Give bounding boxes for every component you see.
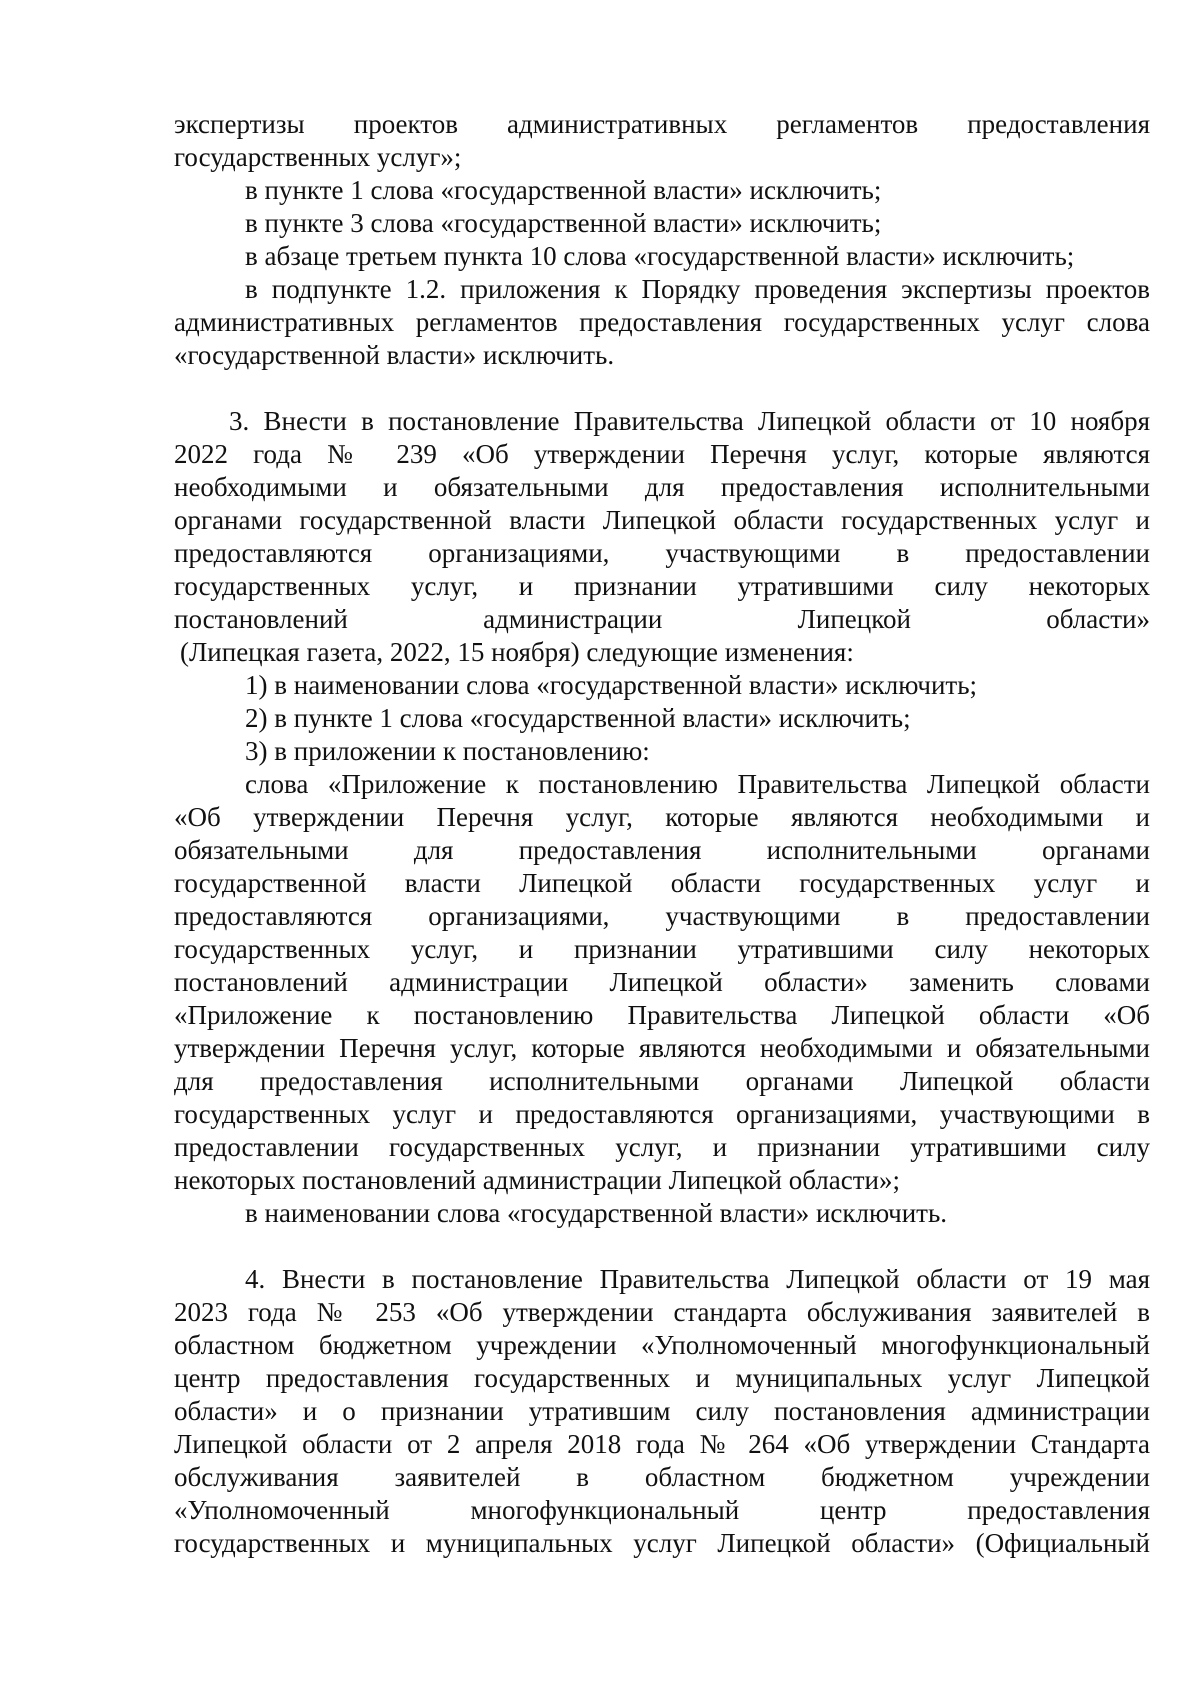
text-line: необходимыми и обязательными для предоставления исполнительными — [174, 472, 1150, 502]
text-line: 3. Внести в постановление Правительства Липецкой области от 10 ноября — [229, 406, 1150, 436]
text-line: 2023 года № 253 «Об утверждении стандарта обслуживания заявителей в — [174, 1297, 1150, 1327]
paragraph-gap — [174, 1230, 1150, 1263]
text-block-1 — [174, 108, 1150, 1560]
text-line: государственных услуг, и признании утратившими силу некоторых — [174, 571, 1150, 601]
text-line: слова «Приложение к постановлению Правительства Липецкой области — [245, 769, 1150, 799]
text-line: постановлений администрации Липецкой области» — [174, 604, 1150, 634]
text-line: государственных услуг»; — [174, 142, 462, 172]
text-line: центр предоставления государственных и муниципальных услуг Липецкой — [174, 1363, 1150, 1393]
text-line: государственных и муниципальных услуг Липецкой области» (Официальный — [174, 1528, 1150, 1558]
text-line: «Уполномоченный многофункциональный центр предоставления — [174, 1495, 1150, 1525]
text-line: в пункте 1 слова «государственной власти» исключить; — [245, 175, 882, 205]
text-line: для предоставления исполнительными органами Липецкой области — [174, 1066, 1150, 1096]
text-line: органами государственной власти Липецкой области государственных услуг и — [174, 505, 1150, 535]
text-line: утверждении Перечня услуг, которые являются необходимыми и обязательными — [174, 1033, 1150, 1063]
text-line: предоставляются организациями, участвующими в предоставлении — [174, 538, 1150, 568]
text-line: обязательными для предоставления исполнительными органами — [174, 835, 1150, 865]
text-line: экспертизы проектов административных регламентов предоставления — [174, 109, 1150, 139]
text-line: в абзаце третьем пункта 10 слова «государственной власти» исключить; — [245, 241, 1075, 271]
text-line: области» и о признании утратившим силу постановления администрации — [174, 1396, 1150, 1426]
text-line: постановлений администрации Липецкой области» заменить словами — [174, 967, 1150, 997]
text-line: в наименовании слова «государственной власти» исключить. — [245, 1198, 948, 1228]
text-line: государственных услуг, и признании утратившими силу некоторых — [174, 934, 1150, 964]
text-line: 4. Внести в постановление Правительства Липецкой области от 19 мая — [245, 1264, 1150, 1294]
text-line: 2) в пункте 1 слова «государственной власти» исключить; — [245, 703, 911, 733]
text-line: (Липецкая газета, 2022, 15 ноября) следующие изменения: — [180, 637, 854, 667]
text-line: предоставляются организациями, участвующими в предоставлении — [174, 901, 1150, 931]
text-line: Липецкой области от 2 апреля 2018 года № 264 «Об утверждении Стандарта — [174, 1429, 1150, 1459]
text-line: областном бюджетном учреждении «Уполномоченный многофункциональный — [174, 1330, 1150, 1360]
text-line: государственных услуг и предоставляются организациями, участвующими в — [174, 1099, 1150, 1129]
text-line: 2022 года № 239 «Об утверждении Перечня услуг, которые являются — [174, 439, 1150, 469]
text-line: в подпункте 1.2. приложения к Порядку проведения экспертизы проектов — [245, 274, 1150, 304]
text-line: 3) в приложении к постановлению: — [245, 736, 650, 766]
text-line: некоторых постановлений администрации Липецкой области»; — [174, 1165, 900, 1195]
text-line: «Об утверждении Перечня услуг, которые являются необходимыми и — [174, 802, 1150, 832]
text-line: «государственной власти» исключить. — [174, 340, 615, 370]
text-line: в пункте 3 слова «государственной власти» исключить; — [245, 208, 882, 238]
text-line: предоставлении государственных услуг, и признании утратившими силу — [174, 1132, 1150, 1162]
text-line: административных регламентов предоставления государственных услуг слова — [174, 307, 1150, 337]
text-line: государственной власти Липецкой области государственных услуг и — [174, 868, 1150, 898]
text-line: 1) в наименовании слова «государственной власти» исключить; — [245, 670, 978, 700]
text-line: обслуживания заявителей в областном бюджетном учреждении — [174, 1462, 1150, 1492]
paragraph-gap — [174, 372, 1150, 405]
text-line: «Приложение к постановлению Правительства Липецкой области «Об — [174, 1000, 1150, 1030]
